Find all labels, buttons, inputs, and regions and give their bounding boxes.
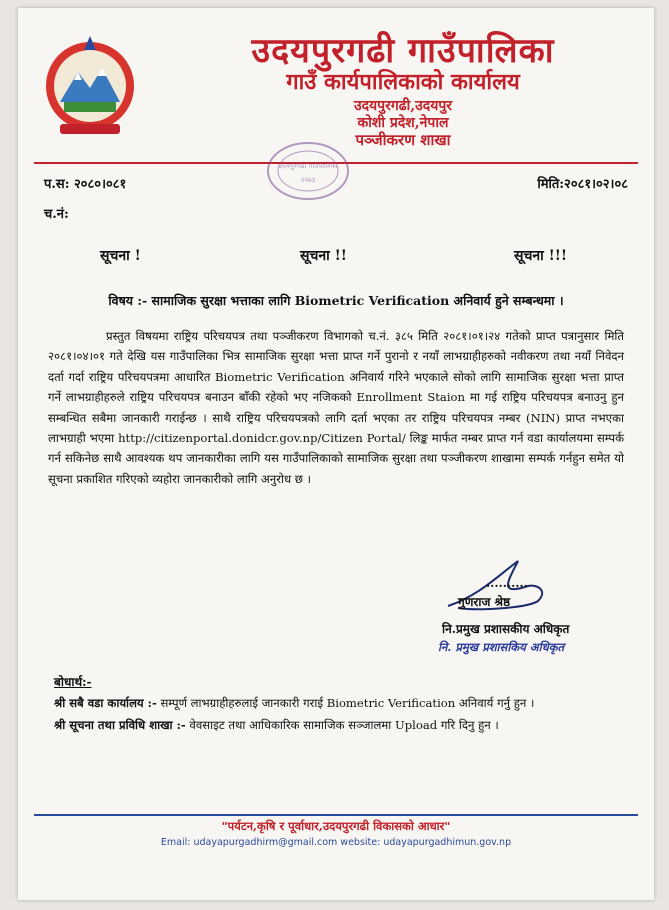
cc-item-it — [54, 716, 499, 734]
branch-line: पञ्जीकरण शाखा — [355, 131, 451, 149]
address-block — [168, 98, 638, 149]
province-line: कोशी प्रदेश,नेपाल — [357, 115, 449, 131]
office-title: गाउँ कार्यपालिकाको कार्यालय — [286, 69, 520, 95]
notice-label-2: सूचना !! — [300, 248, 347, 264]
cc-heading: बोधार्थ:- — [54, 675, 92, 689]
subject-line: विषय :- सामाजिक सुरक्षा भत्ताका लागि Biometric Verification अनिवार्य हुने सम्बन्धमा । — [108, 293, 564, 308]
nepal-emblem-icon — [40, 30, 140, 140]
notice-label-1: सूचना ! — [100, 248, 141, 264]
signatory-stamp: नि. प्रमुख प्रशासकिय अधिकृत — [438, 640, 565, 654]
letter-date: मिति:२०८१।०२।०८ — [537, 177, 628, 192]
notice-label-3: सूचना !!! — [514, 248, 568, 264]
body-paragraph: प्रस्तुत विषयमा राष्ट्रिय परिचयपत्र तथा पञ्जीकरण विभागको च.नं. ३८५ मिति २०८१।०१।२४ गतेको प्राप्त पत्रानुसार मिति २०८१।०४।०१ गते देखि यस गाउँपालिका भित्र सामाजिक सुरक्षा भत्ता प्राप्त गर्ने पुरानो र नयाँ लाभग्राहीहरुको नवीकरण तथा नयाँ निवेदन दर्ता गर्दा राष्ट्रिय परिचयपत्रमा आधारित Biometric Verification अनिवार्य गरिने भएकाले सोको लागि सामाजिक सुरक्षा भत्ता प्राप्त गर्ने लाभग्राहीहरुले राष्ट्रिय परिचयपत्र बनाउन बाँकी रहेको भए नजिकको Enrollment Staion मा गई राष्ट्रिय परिचयपत्र बनाउनु हुन सम्बन्धित सबैमा जानकारी गराईन्छ । साथै राष्ट्रिय परिचयपत्रको लागि दर्ता भएका तर राष्ट्रिय परिचयपत्र नम्बर (NIN) प्राप्त नभएका लाभग्राही भएमा http://citizenportal.donidcr.gov.np/Citizen Portal/ लिङ्क मार्फत नम्बर प्राप्त गर्न वडा कार्यालयमा सम्पर्क गर्न सकिनेछ साथै आवश्यक थप जानकारीका लागि यस गाउँपालिकाको सामाजिक सुरक्षा तथा पञ्जीकरण शाखामा सम्पर्क गर्नहुन समेत यो सूचना प्रकाशित गरिएको व्यहोरा जानकारीको लागि अनुरोध छ । — [48, 329, 624, 486]
signatory-name: गुणराज श्रेष्ठ — [458, 595, 511, 609]
signatory-title: नि.प्रमुख प्रशासकीय अधिकृत — [442, 622, 570, 636]
cc-text: सम्पूर्ण लाभग्राहीहरुलाई जानकारी गराई Biometric Verification अनिवार्य गर्नु हुन । — [156, 696, 535, 710]
svg-text:उदयपुरगढी गाउँपालिका: उदयपुरगढी गाउँपालिका — [278, 162, 338, 170]
letter-page — [18, 8, 654, 900]
cc-item-ward — [54, 694, 534, 712]
footer-slogan: "पर्यटन,कृषि र पूर्वाधार,उदयपुरगढी विकासको आधार" — [221, 819, 451, 833]
svg-text:२०७३: २०७३ — [300, 176, 316, 184]
signature-dots: .......... — [486, 576, 528, 590]
letter-number: प.स: २०८०।०८१ — [44, 177, 127, 192]
cc-recipient: श्री सूचना तथा प्रविधि शाखा :- — [54, 718, 186, 732]
footer-rule — [34, 814, 638, 816]
municipality-title: उदयपुरगढी गाउँपालिका — [251, 31, 555, 71]
dispatch-number: च.नं: — [44, 207, 69, 222]
office-seal-stamp — [264, 140, 352, 202]
address-line: उदयपुरगढी,उदयपुर — [353, 98, 453, 114]
cc-text: वेवसाइट तथा आधिकारिक सामाजिक सञ्जालमा Upload गरि दिनु हुन । — [185, 718, 499, 732]
footer-contact: Email: udayapurgadhirm@gmail.com website: udayapurgadhimun.gov.np — [160, 837, 512, 848]
cc-recipient: श्री सबै वडा कार्यालय :- — [54, 696, 157, 710]
